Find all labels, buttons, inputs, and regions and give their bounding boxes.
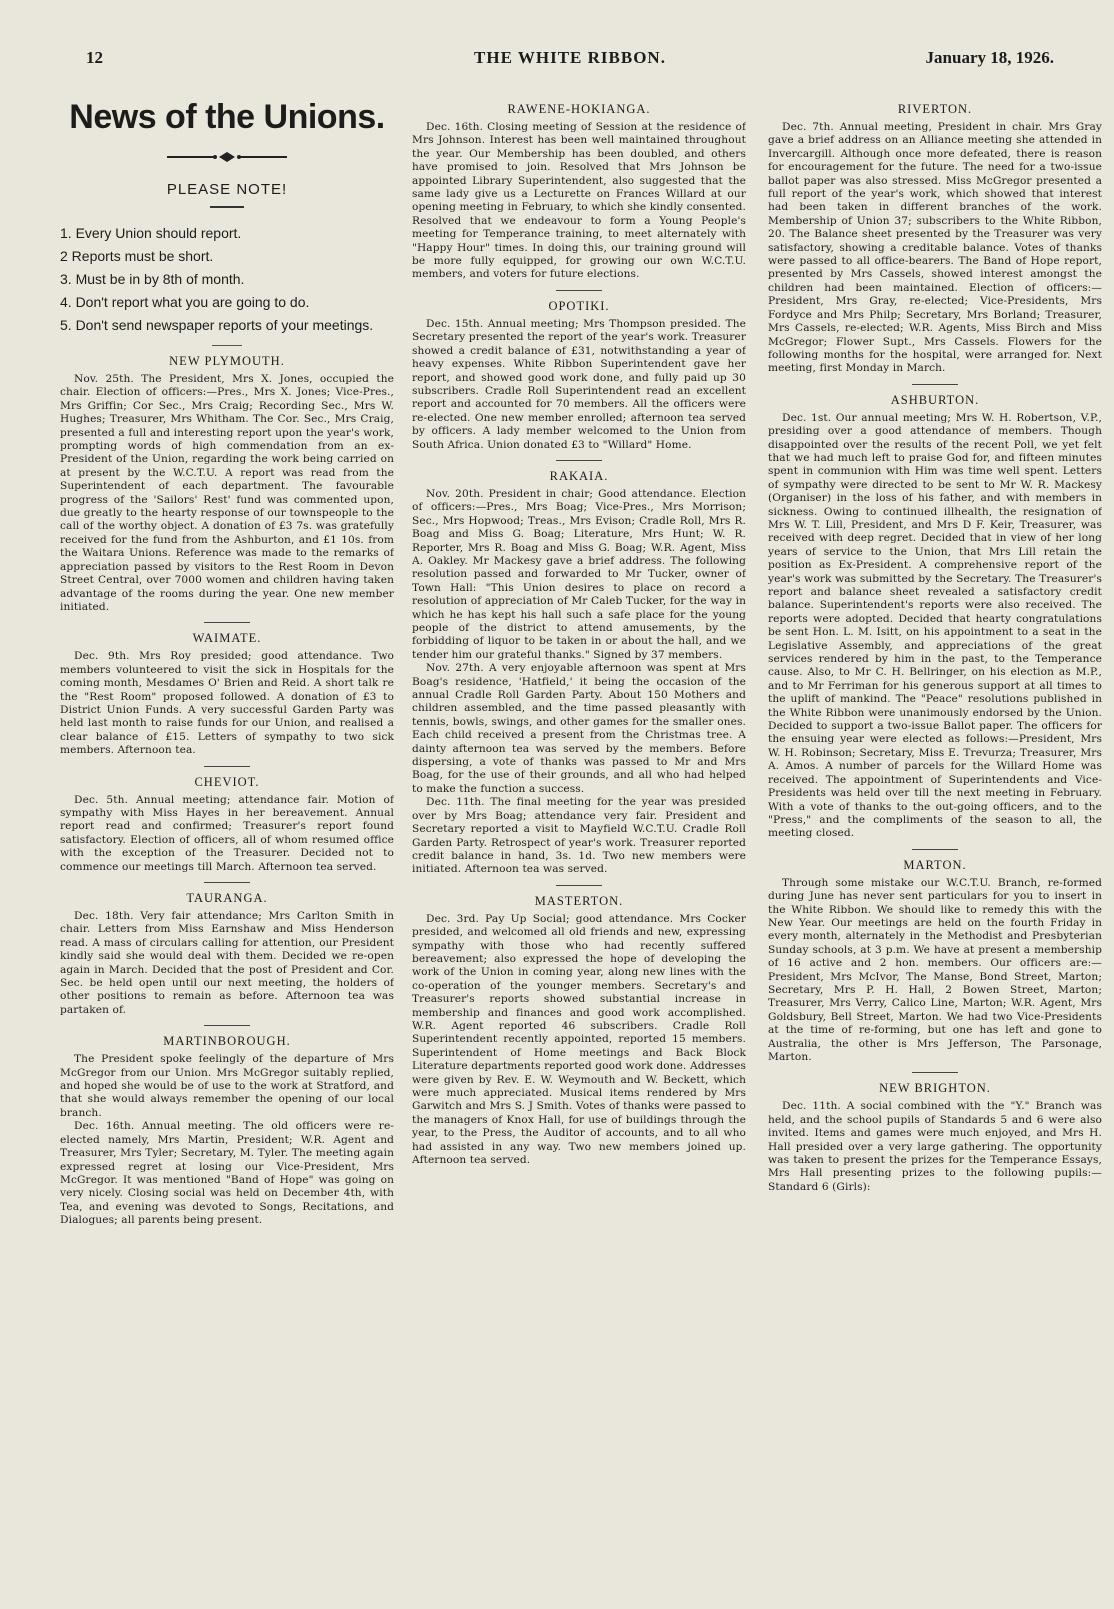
report-body: Dec. 16th. Closing meeting of Session at the residence of Mrs Johnson. Interest has been well maintained throughout the year. Our Membership has been doubled, and others have promised to join. Resolved that Mrs Johnson be appointed Library Superintendent, also suggested that the same lady give us a Lecturette on Frances Willard at our opening meeting in February, to which she kindly consented. Resolved that we endeavour to form a Young People's meeting for Temperance training, to meet alternately with "Happy Hour" times. In doing this, our training ground will be more fully equipped, for growing our own W.C.T.U. members, and voters for future elections. — [412, 121, 746, 281]
report-divider — [556, 290, 602, 291]
report-body: Dec. 11th. The final meeting for the year was presided over by Mrs Boag; attendance very fair. President and Secretary reported a visit to Mayfield W.C.T.U. Cradle Roll Garden Party. Retrospect of year's work. Treasurer reported credit balance in hand, 3s. 1d. Two new members were initiated. Afternoon tea was served. — [412, 796, 746, 876]
report-body: Dec. 1st. Our annual meeting; Mrs W. H. Robertson, V.P., presiding over a good attendance of members. Though disappointed over the results of the recent Poll, we yet felt that we had much left to praise God for, and fifteen minutes spent in communion with Him was time well spent. Letters of sympathy were directed to be sent to Mr W. R. Mackesy (Organiser) in the loss of his father, and with members in sickness. Owing to continued illhealth, the resignation of Mrs W. T. Lill, President, and Mrs D F. Keir, Treasurer, was received with deep regret. Decided that in view of her long years of service to the Union, that Mrs Lill retain the position as Ex-President. A comprehensive report of the year's work was submitted by the Secretary. The Treasurer's report and balance sheet revealed a satisfactory credit balance. Superintendent's reports were also received. The reports were adopted. Decided that hearty congratulations be sent Hon. L. M. Isitt, on his appointment to a seat in the Legislative Assembly, and appreciations of the great services rendered by him in the past, to the Temperance cause. Also, to Mr C. H. Bellringer, on his election as M.P., and to Mr Ferriman for his generous support at all times to the uplift of mankind. The "Peace" resolutions published in the White Ribbon were unanimously endorsed by the Union. Decided to support a two-issue Ballot paper. The officers for the ensuing year were elected as follows:—President, Mrs W. H. Robinson; Secretary, Miss E. Trevurza; Treasurer, Mrs A. Amos. A number of parcels for the Willard Home was received. The appointment of Superintendents and Vice-Presidents was held over till the next meeting in February. With a vote of thanks to the out-going officers, and to the "Press," and the compliments of the season to all, the meeting closed. — [768, 411, 1102, 840]
report-martinborough — [60, 1034, 394, 1227]
report-body: Dec. 9th. Mrs Roy presided; good attendance. Two members volunteered to visit the sick in Hospitals for the coming month, Mesdames O' Brien and Reid. A short talk re the "Rest Room" proposed followed. A donation of £3 to District Union Funds. A very successful Garden Party was held last month to raise funds for our Union, and realised a clear balance of £15. Letters of sympathy to two sick members. Afternoon tea. — [60, 650, 394, 757]
note-list — [60, 222, 394, 337]
note-item: 1. Every Union should report. — [60, 225, 242, 241]
report-opotiki — [412, 299, 746, 461]
report-title: MASTERTON. — [534, 893, 624, 908]
report-masterton — [412, 894, 746, 1168]
note-item: 3. Must be in by 8th of month. — [60, 271, 245, 287]
report-divider — [912, 1072, 958, 1073]
page-header — [86, 48, 1054, 74]
report-body: The President spoke feelingly of the departure of Mrs McGregor from our Union. Mrs McGregor suitably replied, and hoped she would be of use to the work at Stratford, and that she would always remember the opening of our local branch. — [60, 1053, 394, 1119]
report-new-brighton — [768, 1081, 1102, 1194]
report-title: ASHBURTON. — [890, 392, 980, 407]
report-title: NEW PLYMOUTH. — [169, 354, 285, 368]
issue-date: January 18, 1926. — [925, 48, 1054, 67]
report-marton — [768, 858, 1102, 1074]
report-body: Dec. 18th. Very fair attendance; Mrs Carlton Smith in chair. Letters from Miss Earnshaw and Miss Henderson read. A mass of circulars calling for attention, our President kindly said she would deal with them. Decided we re-open again in March. Decided that the post of President and Cor. Sec. be held open until our next meeting, the holders of other positions to remain as before. Afternoon tea was partaken of. — [60, 910, 394, 1016]
publication-title: THE WHITE RIBBON. — [474, 48, 666, 67]
report-cheviot — [60, 775, 394, 883]
report-body: Dec. 7th. Annual meeting, President in chair. Mrs Gray gave a brief address on an Alliance meeting she attended in Invercargill. Although once more defeated, there is reason for encouragement for the future. The need for a two-issue ballot paper was also stressed. Miss McGregor presented a full report of the year's work, which showed that interest had been taken in different branches of the work. Membership of Union 37; subscribers to the White Ribbon, 20. The Balance sheet presented by the Treasurer was very satisfactory, showing a creditable balance. Votes of thanks were passed to all office-bearers. The Band of Hope report, presented by Mrs Cassels, showed interest amongst the children had been maintained. Election of officers:—President, Mrs Gray, re-elected; Vice-Presidents, Mrs Fordyce and Mrs Philp; Secretary, Mrs Borland; Treasurer, Mrs Cassels, re-elected; W.R. Agents, Miss Birch and Miss McGregor; Flower Supt., Mrs Cassels. Flowers for the following months for the hospital, were arranged for. Next meeting, first Monday in March. — [768, 121, 1102, 375]
report-rakaia — [412, 469, 746, 886]
report-body: Nov. 20th. President in chair; Good attendance. Election of officers:—Pres., Mrs Boag; Vice-Pres., Mrs Morrison; Sec., Mrs Hopwood; Treas., Mrs Evison; Cradle Roll, Mrs R. Boag and Miss G. Boag; Literature, Mrs Hunt; W. R. Reporter, Mrs R. Boag and Miss G. Boag; W.R. Agent, Miss A. Oakley. Mr Mackesy gave a brief address. The following resolution passed and forwarded to Mr Tucker, owner of Town Hall: "This Union desires to place on record a resolution of appreciation of Mr Caleb Tucker, for the way in which he has kept his hall such a safe place for the young people of the district to attend amusements, by the forbidding of liquor to be taken in or about the hall, and we tender him our grateful thanks." Signed by 37 members. — [412, 487, 746, 661]
report-divider — [912, 849, 958, 850]
note-divider — [210, 206, 244, 208]
report-divider — [912, 384, 958, 385]
note-item: 2 Reports must be short. — [60, 248, 214, 264]
report-title: WAIMATE. — [192, 631, 262, 646]
report-tauranga — [60, 891, 394, 1026]
section-divider — [212, 345, 242, 346]
report-title: MARTINBOROUGH. — [163, 1034, 291, 1049]
note-item: 4. Don't report what you are going to do. — [60, 294, 310, 310]
report-riverton — [768, 102, 1102, 385]
report-rawene-hokianga — [412, 102, 746, 291]
report-title: RAKAIA. — [549, 468, 609, 483]
ornament-rule-icon — [167, 151, 287, 163]
report-body: Nov. 25th. The President, Mrs X. Jones, occupied the chair. Election of officers:—Pres., Mrs X. Jones; Vice-Pres., Mrs Griffin; Cor Sec., Mrs Craig; Recording Sec., Mrs W. Hughes; Treasurer, Mrs Whitham. The Cor. Sec., Mrs Craig, presented a full and interesting report upon the year's work, prompting words of high commendation from an ex-President of the Union, regarding the work being carried on at present by the W.C.T.U. A report was read from the Superintendent of each department. The favourable progress of the 'Sailors' Rest' fund was commented upon, due greatly to the hearty response of our townspeople to the call of the worthy object. A donation of £3 7s. was gratefully received for the fund from the Ashburton, and £1 10s. from the Waitara Unions. Reference was made to the remarks of appreciation passed by visitors to the Rest Room in Devon Street Central, over 7000 women and children having taken advantage of the rooms during the year. One new member initiated. — [60, 373, 394, 613]
report-title: NEW BRIGHTON. — [879, 1081, 991, 1096]
page-number: 12 — [86, 48, 103, 67]
report-body: Dec. 5th. Annual meeting; attendance fair. Motion of sympathy with Miss Hayes in her bereavement. Annual report read and confirmed; Treasurer's report found satisfactory. Election of officers, all of whom resumed office with the exception of the Treasurer. Decided not to commence our meetings till March. Afternoon tea served. — [60, 793, 394, 873]
note-heading: PLEASE NOTE! — [166, 181, 288, 198]
report-divider — [204, 766, 250, 767]
column-2 — [412, 96, 746, 1599]
report-divider — [204, 1025, 250, 1026]
report-title: OPOTIKI. — [548, 298, 610, 313]
report-ashburton — [768, 393, 1102, 850]
report-title: RAWENE-HOKIANGA. — [507, 102, 651, 116]
report-body: Dec. 16th. Annual meeting. The old officers were re-elected namely, Mrs Martin, President; W.R. Agent and Treasurer, Mrs Tyler; Secretary, M. Tyler. The meeting again expressed regret at losing our Vice-President, Mrs McGregor. It was mentioned "Band of Hope" was going on very nicely. Closing social was held on December 4th, with Tea, and evening was devoted to Songs, Recitations, and Dialogues; all parents being present. — [60, 1120, 394, 1227]
column-1 — [60, 96, 394, 1599]
report-title: CHEVIOT. — [194, 774, 260, 789]
column-3 — [768, 96, 1102, 1599]
report-divider — [556, 885, 602, 886]
report-waimate — [60, 631, 394, 766]
report-body: Through some mistake our W.C.T.U. Branch, re-formed during June has never sent particulars for you to insert in the White Ribbon. We should like to remedy this with the New Year. Our meetings are held on the fourth Friday in every month, alternately in the Methodist and Presbyterian Sunday schools, at 3 p.m. We have at present a membership of 16 active and 2 hon. members. Our officers are:—President, Mrs McIvor, The Manse, Bond Street, Marton; Secretary, Mrs P. H. Hall, 2 Bowen Street, Marton; Treasurer, Mrs Verry, Calico Line, Marton; W.R. Agent, Mrs Goldsbury, Bell Street, Marton. We had two Vice-Presidents at the time of re-forming, but one has left and gone to Australia, the other is Mrs Jefferson, The Parsonage, Marton. — [768, 876, 1102, 1063]
report-body: Dec. 11th. A social combined with the "Y." Branch was held, and the school pupils of Standards 5 and 6 were also invited. Items and games were much enjoyed, and Mrs H. Hall presided over a very large gathering. The opportunity was taken to present the prizes for the Temperance Essays, Mrs Hall presenting prizes to the following pupils:—Standard 6 (Girls): — [768, 1100, 1102, 1193]
report-title: RIVERTON. — [897, 102, 973, 116]
masthead: News of the Unions. — [69, 98, 385, 136]
report-new-plymouth — [60, 354, 394, 623]
report-body: Dec. 3rd. Pay Up Social; good attendance. Mrs Cocker presided, and welcomed all old friends and new, expressing sympathy with those who had recently suffered bereavement; also expressed the hope of developing the work of the Union in coming year, along new lines with the co-operation of the younger members. Secretary's and Treasurer's reports showed substantial increase in membership and finances and good work accomplished. W.R. Agent reported 46 subscribers. Cradle Roll Superintendent recently appointed, reported 15 members. Superintendent of Home meetings and Back Block Literature departments reported good work done. Addresses were given by Rev. E. W. Weymouth and W. Beckett, which were much appreciated. Musical items rendered by Mrs Garwitch and Mrs S. J Smith. Votes of thanks were passed to the managers of Knox Hall, for use of buildings through the year, to the Press, the Auditor of accounts, and to all who had assisted in any way. Two new members joined up. Afternoon tea served. — [412, 912, 746, 1167]
report-body: Dec. 15th. Annual meeting; Mrs Thompson presided. The Secretary presented the report of the year's work. Treasurer showed a credit balance of £31, notwithstanding a year of heavy expenses. White Ribbon Superintendent gave her report, and showed good work done, and fully paid up 30 subscribers. Cradle Roll Superintendent read an excellent report and accounted for 70 members. All the officers were re-elected. One new member enrolled; afternoon tea served by officers. A lady member welcomed to the Union from South Africa. Union donated £3 to "Willard" Home. — [412, 317, 746, 451]
note-item: 5. Don't send newspaper reports of your meetings. — [60, 317, 374, 333]
report-divider — [204, 622, 250, 623]
report-divider — [556, 460, 602, 461]
report-body: Nov. 27th. A very enjoyable afternoon was spent at Mrs Boag's residence, 'Hatfield,' it being the occasion of the annual Cradle Roll Garden Party. About 150 Mothers and children assembled, and the time passed pleasantly with tennis, bowls, swings, and other games for the smaller ones. Each child received a present from the Christmas tree. A dainty afternoon tea was served by the members. Before dispersing, a vote of thanks was passed to Mr and Mrs Boag, for the use of their grounds, and all who had helped to make the function a success. — [412, 662, 746, 795]
report-divider — [204, 882, 250, 883]
report-title: MARTON. — [903, 857, 967, 872]
report-title: TAURANGA. — [186, 891, 268, 905]
